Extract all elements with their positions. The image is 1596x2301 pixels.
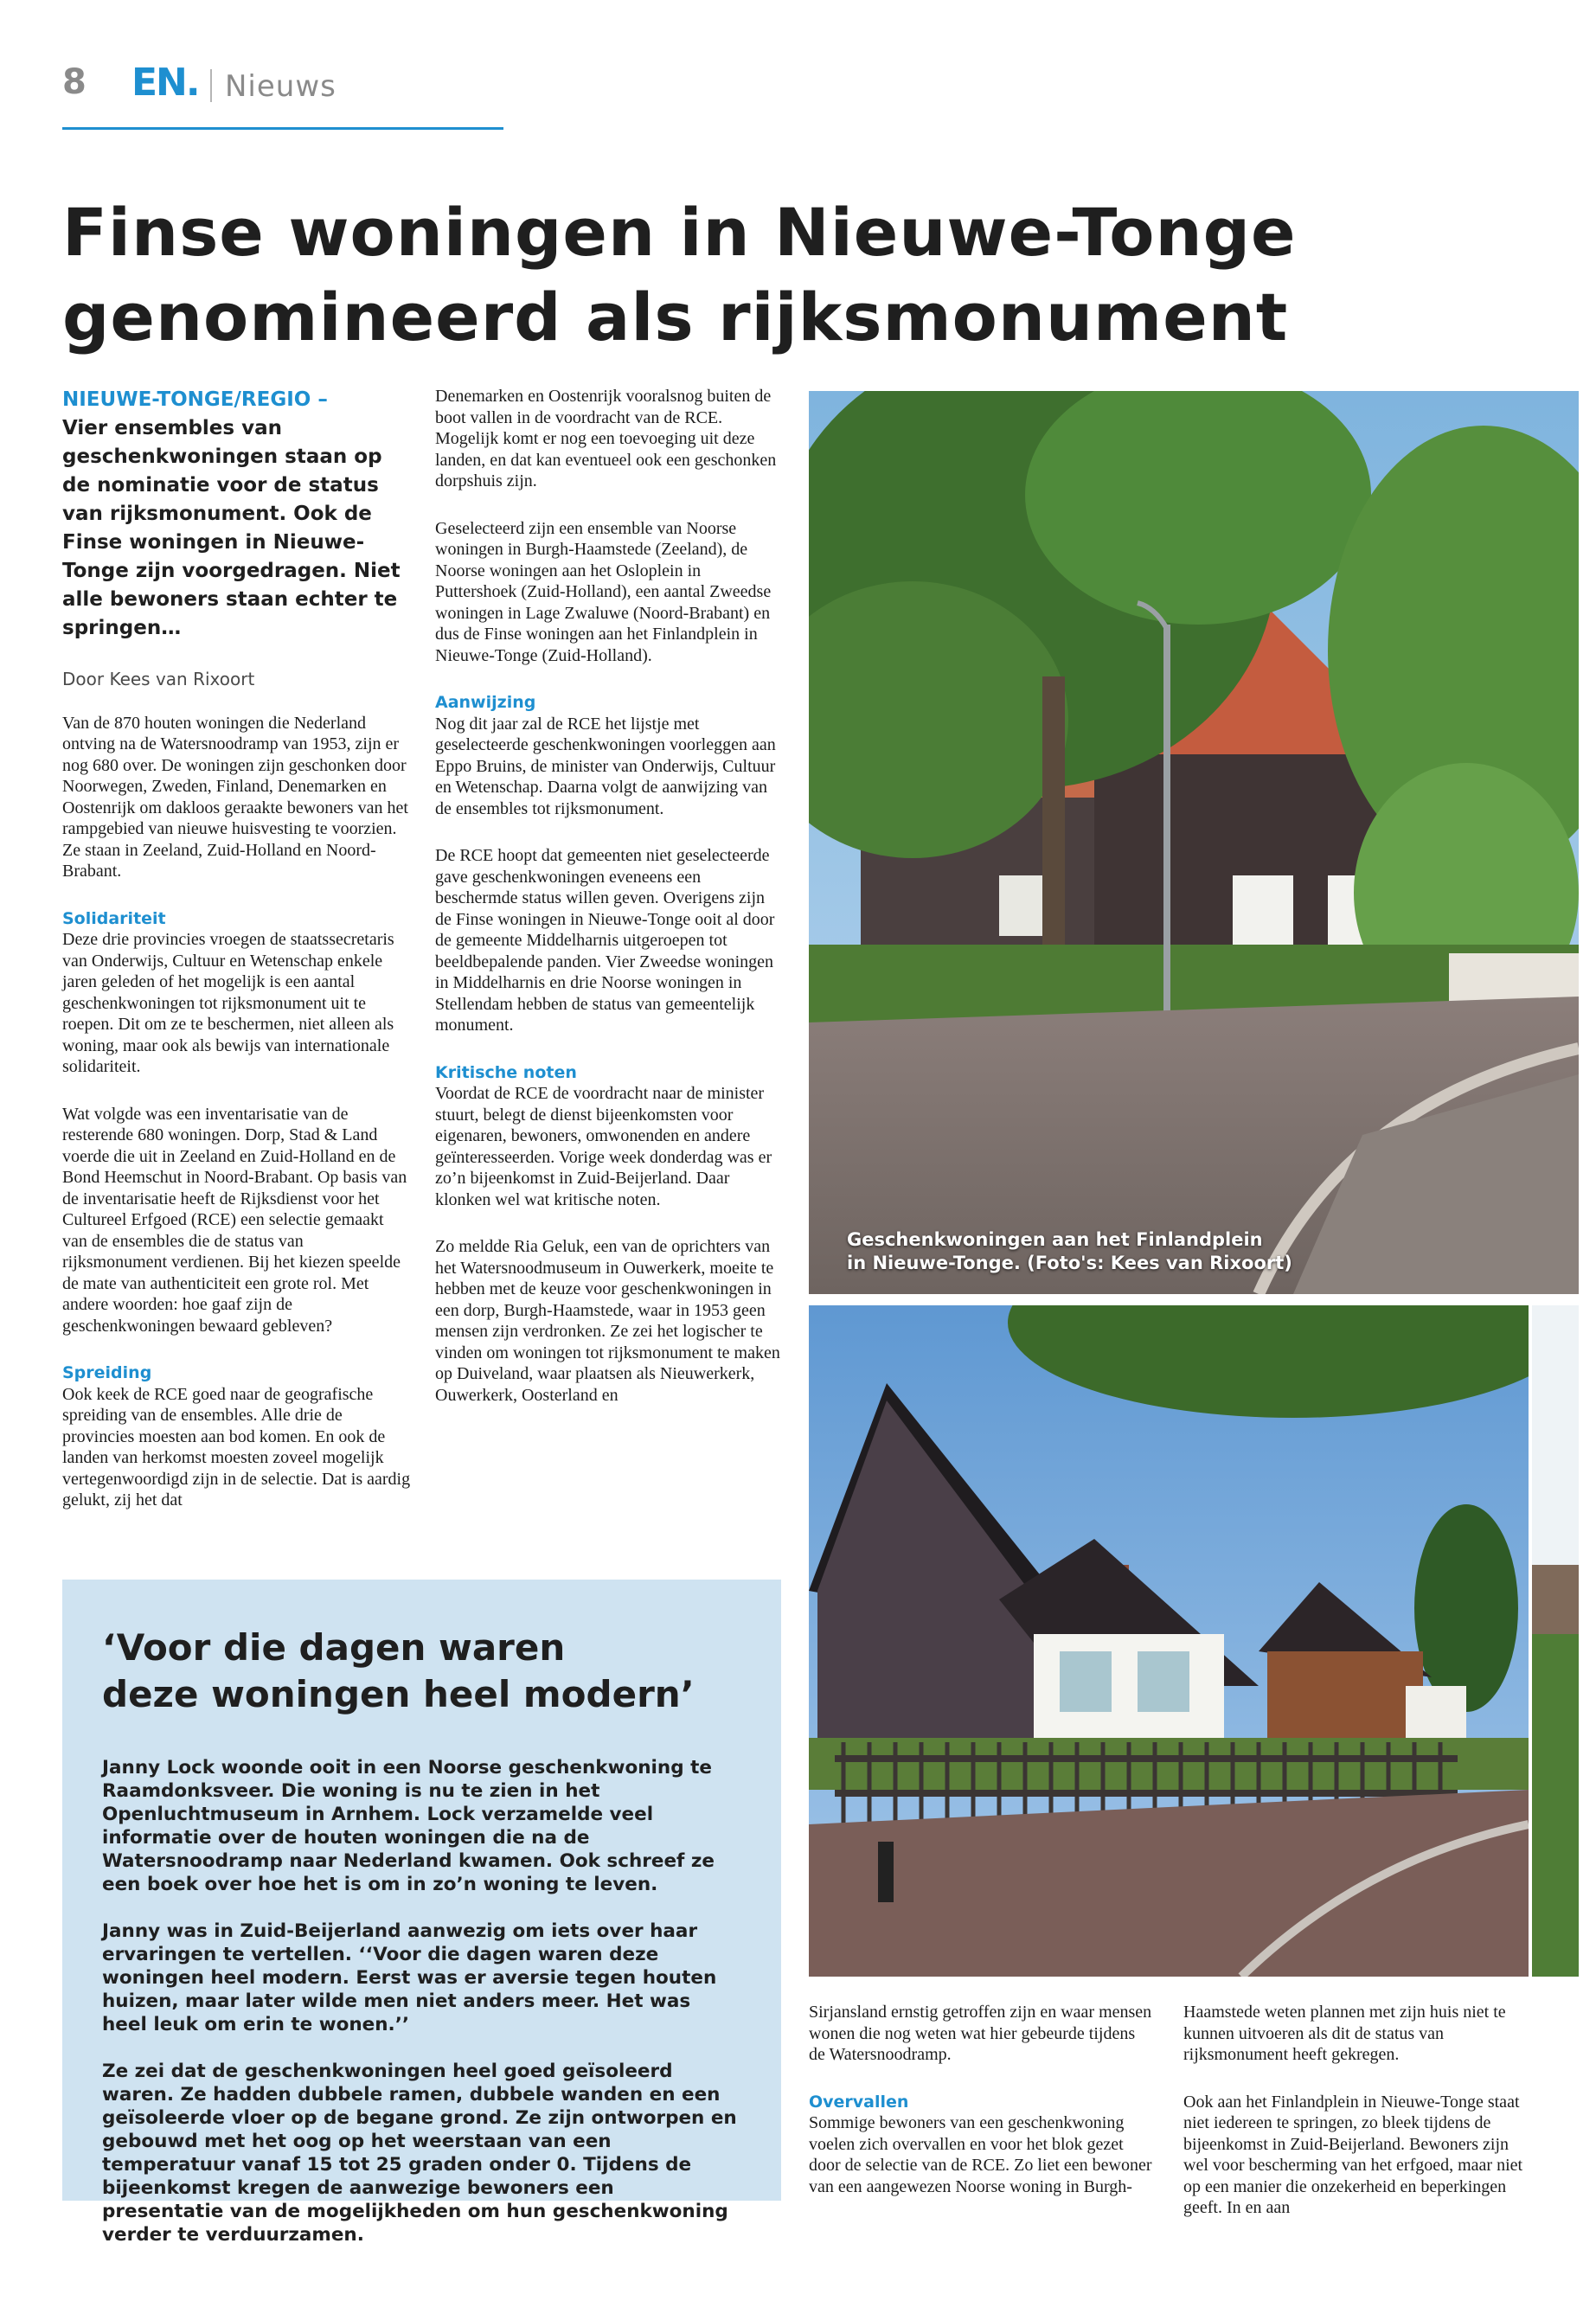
section-name: Nieuws bbox=[225, 69, 337, 104]
subheading-aanwijzing: Aanwijzing bbox=[435, 693, 536, 712]
lead-text: Vier ensembles van geschenkwoningen staan op de nominatie voor de status van rijksmonument. Ook de Finse woningen in Nieuwe-Tonge zijn voorgedragen. Niet alle bewoners staan echter te springen… bbox=[62, 417, 401, 639]
body-paragraph: Denemarken en Oostenrijk vooralsnog buiten de boot vallen in de voordracht van de RCE. Mogelijk komt er nog een toevoeging uit deze landen, en dat kan eventueel ook een geschonken dorpshuis zijn. bbox=[435, 387, 777, 490]
subheading-overvallen: Overvallen bbox=[809, 2092, 909, 2112]
article-column-3 bbox=[809, 2002, 1155, 2223]
photo-illustration bbox=[809, 391, 1579, 1294]
body-paragraph: Solidariteit Deze drie provincies vroegen de staatssecretaris van Onderwijs, Cultuur en Wetenschap enkele jaren geleden of het mogelijk is een aantal geschenkwoningen tot rijksmonument uit te roepen. Dit om ze te beschermen, niet alleen als woning, maar ook als bewijs van internationale solidariteit. bbox=[62, 908, 412, 1078]
dateline: NIEUWE-TONGE/REGIO bbox=[62, 388, 311, 411]
lead-paragraph bbox=[62, 386, 412, 643]
body-paragraph: Zo meldde Ria Geluk, een van de oprichters van het Watersnoodmuseum in Ouwerkerk, moeite te hebben met de keuze voor geschenkwoningen in een dorp, Burgh-Haamstede, waar in 1953 geen mensen zijn verdronken. Ze zei het logischer te vinden om woningen tot rijksmonument te maken op Duiveland, waar plaatsen als Nieuwerkerk, Ouwerkerk, Oosterland en bbox=[435, 1237, 780, 1405]
byline: Door Kees van Rixoort bbox=[62, 669, 255, 689]
headline-line-1: Finse woningen in Nieuwe-Tonge bbox=[62, 194, 1297, 271]
subheading-solidariteit: Solidariteit bbox=[62, 908, 166, 928]
article-column-2 bbox=[435, 386, 785, 1432]
article-column-1 bbox=[62, 386, 412, 1537]
photo-caption-line-2: in Nieuwe-Tonge. (Foto's: Kees van Rixoort) bbox=[847, 1253, 1292, 1273]
headline-line-2: genomineerd als rijksmonument bbox=[62, 279, 1289, 356]
body-paragraph: Overvallen Sommige bewoners van een geschenkwoning voelen zich overvallen en voor het blok gezet door de selectie van de RCE. Zo liet een bewoner van een aangewezen Noorse woning in Burgh- bbox=[809, 2092, 1155, 2198]
body-paragraph: Kritische noten Voordat de RCE de voordracht naar de minister stuurt, belegt de dienst bijeenkomsten voor eigenaren, bewoners, omwonenden en andere geïnteresseerden. Vorige week donderdag was er zo’n bijeenkomst in Zuid-Beijerland. Daar klonken wel wat kritische noten. bbox=[435, 1062, 785, 1211]
quote-title-line-1: ‘Voor die dagen waren bbox=[102, 1626, 566, 1669]
body-paragraph: Van de 870 houten woningen die Nederland ontving na de Watersnoodramp van 1953, zijn er nog 680 over. De woningen zijn geschonken door Noorwegen, Zweden, Finland, Denemarken en Oostenrijk om dakloos geraakte bewoners van het rampgebied van nieuwe huisvesting te voorzien. Ze staan in Zeeland, Zuid-Holland en Noord-Brabant. bbox=[62, 713, 408, 881]
body-paragraph: Aanwijzing Nog dit jaar zal de RCE het lijstje met geselecteerde geschenkwoningen voorleggen aan Eppo Bruins, de minister van Onderwijs, Cultuur en Wetenschap. Daarna volgt de aanwijzing van de ensembles tot rijksmonument. bbox=[435, 692, 785, 819]
quote-box-paragraph: Janny was in Zuid-Beijerland aanwezig om iets over haar ervaringen te vertellen. ‘‘Voor die dagen waren deze woningen heel modern. Eerst was er aversie tegen houten huizen, maar later wilde men niet anders meer. Het was heel leuk om erin te wonen.’’ bbox=[102, 1920, 717, 2035]
quote-box-paragraph: Ze zei dat de geschenkwoningen heel goed geïsoleerd waren. Ze hadden dubbele ramen, dubbele wanden en een geïsoleerde vloer op de begane grond. Ze zijn ontworpen en gebouwd met het oog op het weerstaan van een temperatuur vanaf 15 tot 25 graden onder 0. Tijdens de bijeenkomst kregen de aanwezige bewoners een presentatie van de mogelijkheden om hun geschenkwoning verder te verduurzamen. bbox=[102, 2061, 737, 2246]
body-paragraph: Haamstede weten plannen met zijn huis niet te kunnen uitvoeren als dit de status van rijksmonument heeft gekregen. bbox=[1183, 2003, 1506, 2064]
article-column-4 bbox=[1183, 2002, 1529, 2245]
body-paragraph: Ook aan het Finlandplein in Nieuwe-Tonge staat niet iedereen te springen, zo bleek tijdens de bijeenkomst in Zuid-Beijerland. Bewoners zijn wel voor bescherming van het erfgoed, maar niet op een manier die onzekerheid en beperkingen geeft. In en aan bbox=[1183, 2092, 1523, 2217]
subheading-spreiding: Spreiding bbox=[62, 1363, 152, 1382]
photo-adjacent-strip bbox=[1532, 1305, 1579, 1977]
quote-box-paragraph: Janny Lock woonde ooit in een Noorse geschenkwoning te Raamdonksveer. Die woning is nu te zien in het Openluchtmuseum in Arnhem. Lock verzamelde veel informatie over de houten woningen die na de Watersnoodramp naar Nederland kwamen. Ook schreef ze een boek over hoe het is om in zo’n woning te leven. bbox=[102, 1757, 715, 1895]
header-rule bbox=[62, 127, 503, 130]
photo-caption-line-1: Geschenkwoningen aan het Finlandplein bbox=[847, 1229, 1263, 1250]
headline bbox=[62, 190, 1308, 360]
body-paragraph: Wat volgde was een inventarisatie van de resterende 680 woningen. Dorp, Stad & Land voerde die uit in Zeeland en Zuid-Holland en de Bond Heemschut in Noord-Brabant. Op basis van de inventarisatie heeft de Rijksdienst voor het Cultureel Erfgoed (RCE) een selectie gemaakt van de ensembles die de status van rijksmonument verdienen. Bij het kiezen speelde de mate van authenticiteit een grote rol. Met andere woorden: hoe gaaf zijn de geschenkwoningen bewaard gebleven? bbox=[62, 1104, 407, 1336]
dateline-dash: – bbox=[311, 388, 328, 411]
newspaper-logo: EN. bbox=[131, 61, 199, 105]
header-divider bbox=[210, 69, 212, 102]
body-paragraph: Spreiding Ook keek de RCE goed naar de geografische spreiding van de ensembles. Alle drie de provincies moesten aan bod komen. En ook de landen van herkomst moesten zoveel mogelijk vertegenwoordigd zijn in de selectie. Dat is aardig gelukt, zij het dat bbox=[62, 1363, 411, 1509]
body-paragraph: Sirjansland ernstig getroffen zijn en waar mensen wonen die nog weten wat hier gebeurde tijdens de Watersnoodramp. bbox=[809, 2003, 1152, 2064]
body-paragraph: Geselecteerd zijn een ensemble van Noorse woningen in Burgh-Haamstede (Zeeland), de Noorse woningen aan het Osloplein in Puttershoek (Zuid-Holland), een aantal Zweedse woningen in Lage Zwaluwe (Noord-Brabant) en dus de Finse woningen aan het Finlandplein in Nieuwe-Tonge (Zuid-Holland). bbox=[435, 518, 772, 665]
quote-title-line-2: deze woningen heel modern’ bbox=[102, 1673, 695, 1715]
subheading-kritische-noten: Kritische noten bbox=[435, 1062, 577, 1082]
photo-finlandplein-street bbox=[809, 391, 1579, 1294]
photo-illustration bbox=[1532, 1305, 1579, 1977]
body-paragraph: De RCE hoopt dat gemeenten niet geselecteerde gave geschenkwoningen eveneens een beschermde status willen geven. Overigens zijn de Finse woningen in Nieuwe-Tonge ooit al door de gemeente Middelharnis uitgeroepen tot beeldbepalende panden. Vier Zweedse woningen in Middelharnis en drie Noorse woningen in Stellendam hebben de status van gemeentelijk monument. bbox=[435, 846, 775, 1035]
quote-box-title bbox=[102, 1625, 741, 1718]
photo-finnish-houses bbox=[809, 1305, 1529, 1977]
quote-box bbox=[62, 1580, 781, 2246]
page-number: 8 bbox=[62, 62, 87, 102]
photo-caption bbox=[847, 1228, 1556, 1275]
photo-illustration bbox=[809, 1305, 1529, 1977]
